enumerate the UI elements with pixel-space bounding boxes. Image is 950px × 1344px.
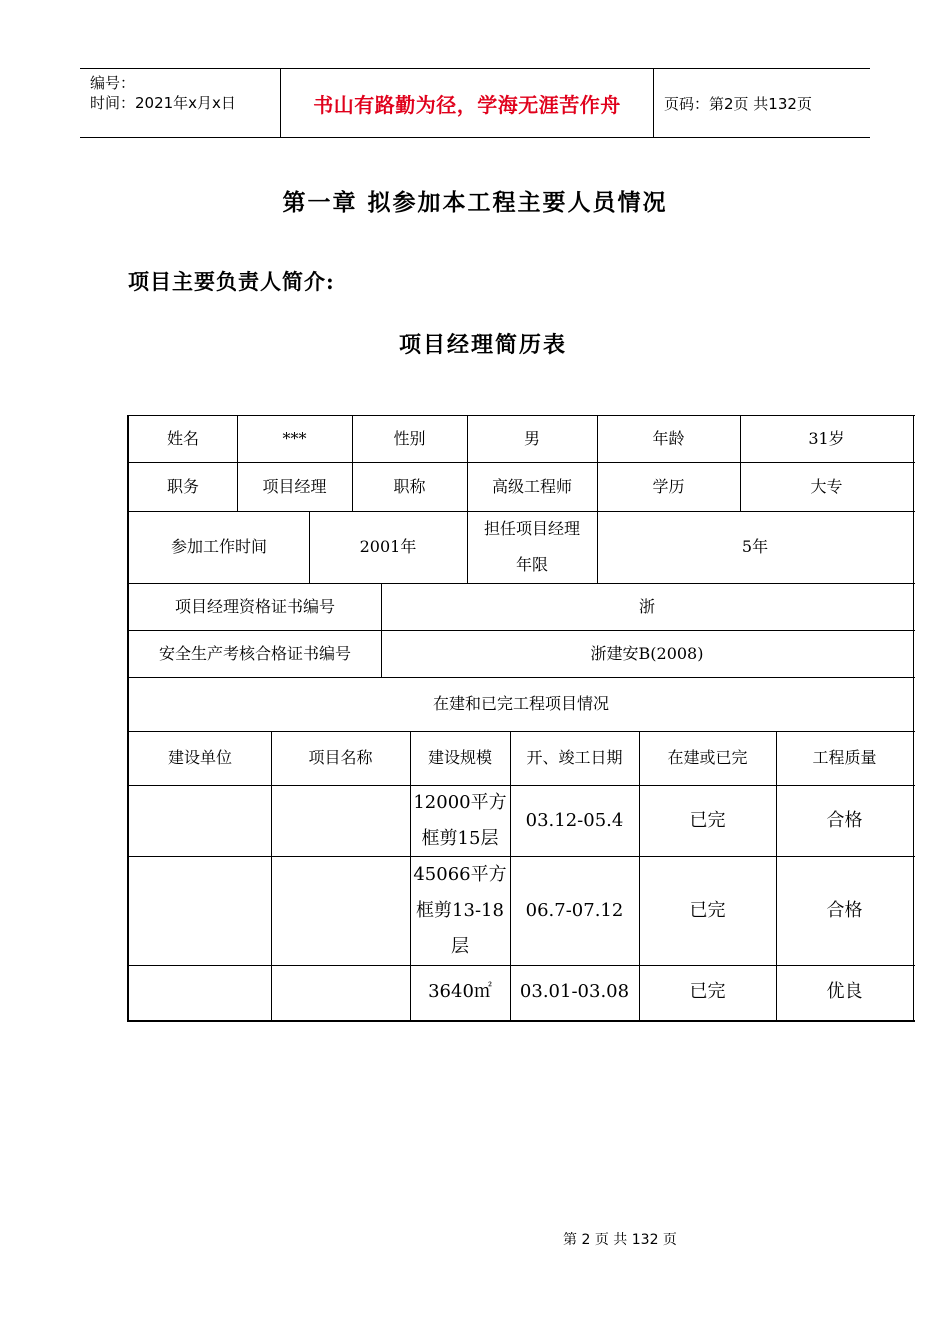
pm-years-label-line1: 担任项目经理 bbox=[483, 519, 580, 538]
edu-label: 学历 bbox=[652, 476, 685, 496]
number-label: 编号： bbox=[90, 74, 136, 92]
age-value: 31岁 bbox=[808, 428, 845, 448]
row1-name bbox=[271, 785, 410, 856]
row3-dates: 03.01-03.08 bbox=[519, 980, 630, 1002]
edu-value: 大专 bbox=[810, 476, 843, 496]
row2-status: 已完 bbox=[689, 899, 726, 921]
row3-unit bbox=[129, 965, 271, 1018]
intro-heading: 项目主要负责人简介: bbox=[128, 269, 335, 294]
time-label: 时间：2021年x月x日 bbox=[90, 94, 236, 112]
col-header-unit: 建设单位 bbox=[167, 748, 232, 767]
row1-unit bbox=[129, 785, 271, 856]
row2-quality: 合格 bbox=[826, 899, 863, 921]
col-header-scale: 建设规模 bbox=[427, 748, 492, 767]
gender-label: 性别 bbox=[393, 428, 426, 448]
safety-value: 浙建安B(2008) bbox=[590, 643, 704, 663]
age-label: 年龄 bbox=[652, 428, 685, 448]
row2-scale-line1: 45066平方 bbox=[413, 863, 507, 885]
row2-scale-line2: 框剪13-18 bbox=[416, 899, 504, 921]
row1-scale-line1: 12000平方 bbox=[413, 791, 507, 813]
col-header-name: 项目名称 bbox=[308, 748, 373, 767]
position-value: 项目经理 bbox=[262, 476, 327, 496]
header-page-info: 页码：第2页 共132页 bbox=[664, 94, 812, 113]
resume-table-title: 项目经理简历表 bbox=[398, 332, 567, 358]
projects-heading: 在建和已完工程项目情况 bbox=[432, 694, 609, 713]
row2-unit bbox=[129, 856, 271, 965]
header-motto: 书山有路勤为径，学海无涯苦作舟 bbox=[281, 69, 654, 137]
row1-dates: 03.12-05.4 bbox=[525, 809, 624, 831]
row3-scale: 3640㎡ bbox=[428, 980, 492, 1002]
cert-label: 项目经理资格证书编号 bbox=[174, 596, 335, 616]
row3-name bbox=[271, 965, 410, 1018]
page-footer: 第 2 页 共 132 页 bbox=[563, 1232, 677, 1248]
row3-quality: 优良 bbox=[826, 980, 863, 1002]
row2-scale-line3: 层 bbox=[451, 935, 469, 957]
title-value: 高级工程师 bbox=[491, 476, 572, 496]
cert-value: 浙 bbox=[638, 596, 655, 616]
title-label: 职称 bbox=[393, 476, 426, 496]
row2-dates: 06.7-07.12 bbox=[525, 899, 624, 921]
col-header-dates: 开、竣工日期 bbox=[526, 748, 623, 767]
pm-years-value: 5年 bbox=[741, 537, 769, 556]
header-meta bbox=[80, 69, 281, 137]
row1-scale bbox=[410, 785, 510, 856]
row3-status: 已完 bbox=[689, 980, 726, 1002]
name-value: *** bbox=[282, 428, 307, 448]
safety-label: 安全生产考核合格证书编号 bbox=[158, 643, 351, 663]
row2-scale bbox=[410, 856, 510, 965]
row1-quality: 合格 bbox=[826, 809, 863, 831]
pm-years-label bbox=[467, 511, 597, 583]
row1-status: 已完 bbox=[689, 809, 726, 831]
work-start-value: 2001年 bbox=[359, 537, 417, 556]
gender-value: 男 bbox=[523, 428, 540, 448]
work-start-label: 参加工作时间 bbox=[170, 537, 267, 556]
position-label: 职务 bbox=[166, 476, 199, 496]
row1-scale-line2: 框剪15层 bbox=[421, 827, 499, 849]
pm-years-label-line2: 年限 bbox=[515, 555, 548, 574]
col-header-status: 在建或已完 bbox=[667, 748, 748, 767]
name-label: 姓名 bbox=[166, 428, 199, 448]
chapter-title: 第一章 拟参加本工程主要人员情况 bbox=[282, 189, 668, 216]
row2-name bbox=[271, 856, 410, 965]
rule bbox=[913, 415, 914, 1020]
col-header-quality: 工程质量 bbox=[812, 748, 877, 767]
resume-table bbox=[127, 415, 915, 1022]
page-header bbox=[80, 68, 870, 138]
